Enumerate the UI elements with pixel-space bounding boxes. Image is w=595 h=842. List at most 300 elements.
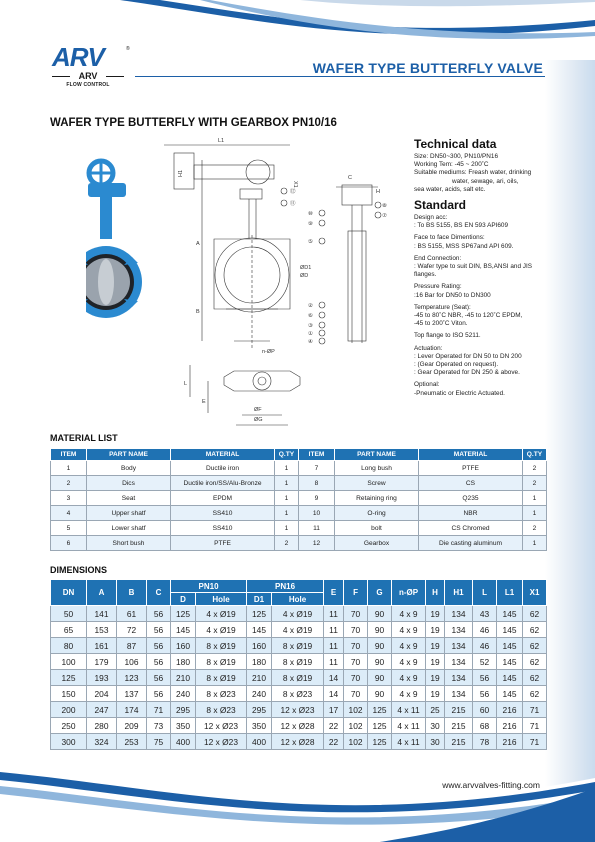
table-cell: 215	[445, 718, 473, 734]
table-cell: 75	[147, 734, 171, 750]
table-cell: 5	[51, 521, 87, 536]
end-connection-value-2: flanges.	[414, 271, 437, 279]
table-cell: SS410	[171, 506, 275, 521]
svg-text:⑨: ⑨	[308, 221, 313, 227]
table-cell: 134	[445, 686, 473, 702]
svg-text:⑩: ⑩	[308, 211, 313, 217]
label-nOP: n-ØP	[262, 349, 275, 355]
table-cell: 102	[344, 718, 368, 734]
dimensions-header-cell: D	[171, 593, 196, 606]
table-cell: 145	[497, 638, 523, 654]
table-cell: 71	[523, 718, 547, 734]
optional-label: Optional:	[414, 381, 440, 389]
dimensions-header-cell: B	[117, 580, 147, 606]
table-cell: 4 x Ø19	[272, 606, 324, 622]
table-cell: CS	[419, 476, 523, 491]
table-cell: 1	[523, 491, 547, 506]
dimensions-header-cell: X1	[523, 580, 547, 606]
table-cell: 8 x Ø23	[272, 686, 324, 702]
table-cell: 19	[426, 622, 445, 638]
table-cell: 215	[445, 702, 473, 718]
table-cell: 30	[426, 718, 445, 734]
dimensions-header-cell: PN16	[247, 580, 324, 593]
table-cell: 9	[299, 491, 335, 506]
label-C: C	[348, 175, 352, 181]
table-cell: 90	[368, 638, 392, 654]
table-row	[51, 638, 547, 654]
table-cell: 8 x Ø19	[272, 654, 324, 670]
dimensions-header-cell: C	[147, 580, 171, 606]
table-cell: 125	[51, 670, 87, 686]
actuation-value-1: : Lever Operated for DN 50 to DN 200	[414, 352, 522, 360]
table-cell: 4 x 9	[392, 638, 426, 654]
table-cell: Q235	[419, 491, 523, 506]
table-cell: 350	[171, 718, 196, 734]
table-cell: 295	[247, 702, 272, 718]
table-cell: 8 x Ø23	[196, 702, 247, 718]
table-cell: 30	[426, 734, 445, 750]
material-header-cell: MATERIAL	[419, 449, 523, 461]
dimensions-table-body	[51, 606, 547, 750]
table-cell: 62	[523, 654, 547, 670]
dimensions-table	[50, 579, 547, 750]
table-cell: 62	[523, 686, 547, 702]
table-cell: 134	[445, 606, 473, 622]
table-cell: 4 x 11	[392, 718, 426, 734]
table-cell: 80	[51, 638, 87, 654]
standard-title: Standard	[414, 198, 467, 213]
table-cell: 102	[344, 734, 368, 750]
table-cell: 160	[247, 638, 272, 654]
table-cell: 12	[299, 536, 335, 551]
svg-text:⑤: ⑤	[308, 239, 313, 245]
label-OD1: ØD1	[300, 265, 312, 271]
table-cell: 400	[247, 734, 272, 750]
actuation-value-2: : (Gear Operated on request).	[414, 361, 499, 369]
table-cell: Lower shatf	[87, 521, 171, 536]
header-rule	[135, 76, 545, 77]
table-row	[51, 622, 547, 638]
table-cell: 1	[275, 491, 299, 506]
table-cell: 8 x Ø19	[196, 670, 247, 686]
table-cell: 106	[117, 654, 147, 670]
table-cell: 350	[247, 718, 272, 734]
table-cell: Ductile iron/SS/Alu-Bronze	[171, 476, 275, 491]
label-X1: X1	[292, 181, 298, 188]
table-cell: 19	[426, 606, 445, 622]
table-cell: Seat	[87, 491, 171, 506]
material-header-cell: PART NAME	[87, 449, 171, 461]
table-cell: 300	[51, 734, 87, 750]
table-cell: O-ring	[335, 506, 419, 521]
table-cell: 145	[497, 670, 523, 686]
table-cell: 19	[426, 686, 445, 702]
working-temp-spec: Working Tem: -45 ~ 200˚C	[414, 161, 489, 169]
table-cell: 125	[368, 702, 392, 718]
table-cell: 19	[426, 670, 445, 686]
table-row	[51, 718, 547, 734]
table-row	[51, 606, 547, 622]
table-cell: 14	[324, 686, 344, 702]
table-cell: 216	[497, 718, 523, 734]
table-row	[51, 654, 547, 670]
table-row	[51, 670, 547, 686]
table-cell: 56	[473, 686, 497, 702]
dimensions-title: DIMENSIONS	[50, 565, 108, 575]
table-cell: Screw	[335, 476, 419, 491]
table-cell: 174	[117, 702, 147, 718]
table-cell: 137	[117, 686, 147, 702]
table-cell: 6	[51, 536, 87, 551]
table-cell: 12 x Ø28	[272, 734, 324, 750]
table-cell: PTFE	[419, 461, 523, 476]
label-H1: H1	[178, 169, 184, 177]
table-cell: 56	[147, 686, 171, 702]
table-cell: 4 x 9	[392, 686, 426, 702]
table-cell: 56	[147, 638, 171, 654]
table-cell: 2	[275, 536, 299, 551]
table-cell: 4 x 9	[392, 622, 426, 638]
side-section-drawing	[308, 175, 387, 345]
table-cell: Retaining ring	[335, 491, 419, 506]
table-cell: 324	[87, 734, 117, 750]
face-to-face-value: : BS 5155, MSS SP67and API 609.	[414, 242, 514, 250]
table-cell: 70	[344, 606, 368, 622]
table-cell: 25	[426, 702, 445, 718]
table-cell: 4 x Ø19	[272, 622, 324, 638]
table-cell: 11	[324, 638, 344, 654]
dimensions-header-cell: n-ØP	[392, 580, 426, 606]
table-cell: 247	[87, 702, 117, 718]
label-L1: L1	[218, 138, 225, 144]
table-cell: 145	[497, 606, 523, 622]
material-header-cell: Q.TY	[275, 449, 299, 461]
table-row	[51, 461, 547, 476]
svg-text:⑧: ⑧	[382, 203, 387, 209]
material-list-title: MATERIAL LIST	[50, 433, 118, 443]
table-cell: 72	[117, 622, 147, 638]
table-cell: 1	[275, 476, 299, 491]
table-cell: 61	[117, 606, 147, 622]
table-cell: 12 x Ø23	[196, 718, 247, 734]
table-cell: 400	[171, 734, 196, 750]
table-cell: 62	[523, 622, 547, 638]
table-cell: 145	[171, 622, 196, 638]
actuation-label: Actuation:	[414, 344, 443, 352]
table-cell: 8 x Ø23	[196, 686, 247, 702]
table-cell: 240	[171, 686, 196, 702]
table-cell: 19	[426, 654, 445, 670]
table-cell: 253	[117, 734, 147, 750]
table-cell: 193	[87, 670, 117, 686]
flange-detail-drawing	[184, 349, 300, 425]
table-cell: 145	[497, 686, 523, 702]
label-B: B	[196, 309, 200, 315]
table-cell: 70	[344, 654, 368, 670]
table-cell: 2	[523, 476, 547, 491]
table-row	[51, 536, 547, 551]
table-cell: CS Chromed	[419, 521, 523, 536]
table-cell: 50	[51, 606, 87, 622]
table-cell: 100	[51, 654, 87, 670]
table-cell: 141	[87, 606, 117, 622]
dimensions-header-cell: H1	[445, 580, 473, 606]
table-cell: 8 x Ø19	[272, 638, 324, 654]
table-cell: 1	[275, 461, 299, 476]
dimensions-header-cell: Hole	[196, 593, 247, 606]
table-cell: 73	[147, 718, 171, 734]
label-E: E	[202, 399, 206, 405]
table-row	[51, 734, 547, 750]
table-cell: 90	[368, 654, 392, 670]
table-cell: 204	[87, 686, 117, 702]
table-cell: 1	[51, 461, 87, 476]
table-cell: 200	[51, 702, 87, 718]
table-cell: 145	[497, 622, 523, 638]
label-L: L	[184, 381, 188, 387]
table-cell: 19	[426, 638, 445, 654]
table-cell: 2	[523, 461, 547, 476]
table-cell: 4 x 11	[392, 734, 426, 750]
page-title: WAFER TYPE BUTTERFLY VALVE	[312, 60, 543, 76]
material-header-cell: ITEM	[299, 449, 335, 461]
svg-text:③: ③	[308, 323, 313, 329]
table-cell: 125	[368, 718, 392, 734]
svg-text:⑥: ⑥	[308, 313, 313, 319]
dimensions-header-cell: L1	[497, 580, 523, 606]
table-cell: 7	[299, 461, 335, 476]
table-cell: bolt	[335, 521, 419, 536]
table-row	[51, 702, 547, 718]
dimensions-header-cell: H	[426, 580, 445, 606]
table-cell: 134	[445, 654, 473, 670]
table-cell: 8 x Ø19	[196, 654, 247, 670]
table-cell: Ductile iron	[171, 461, 275, 476]
table-cell: 68	[473, 718, 497, 734]
table-cell: Dics	[87, 476, 171, 491]
dimensions-header-cell: PN10	[171, 580, 247, 593]
table-cell: 123	[117, 670, 147, 686]
svg-text:④: ④	[308, 339, 313, 345]
table-cell: 134	[445, 638, 473, 654]
table-cell: 161	[87, 638, 117, 654]
table-cell: 12 x Ø23	[272, 702, 324, 718]
seat-temp-label: Temperature (Seat):	[414, 303, 471, 311]
table-cell: 70	[344, 622, 368, 638]
table-cell: 1	[275, 521, 299, 536]
dimensions-header-cell: Hole	[272, 593, 324, 606]
table-cell: 62	[523, 638, 547, 654]
dimensions-header	[51, 580, 547, 606]
face-to-face-label: Face to face Dimentions:	[414, 234, 485, 242]
end-connection-value-1: : Wafer type to suit DIN, BS,ANSI and JIS	[414, 263, 533, 271]
table-cell: 125	[171, 606, 196, 622]
optional-value: -Pneumatic or Electric Actuated.	[414, 389, 505, 397]
table-cell: 125	[368, 734, 392, 750]
seat-temp-value-1: -45 to 80˚C NBR, -45 to 120˚C EPDM,	[414, 312, 523, 320]
table-cell: 4 x 9	[392, 606, 426, 622]
table-cell: 56	[147, 606, 171, 622]
table-cell: 56	[147, 670, 171, 686]
table-cell: 4 x Ø19	[196, 622, 247, 638]
table-cell: 3	[51, 491, 87, 506]
table-cell: 62	[523, 670, 547, 686]
table-cell: 70	[344, 638, 368, 654]
table-cell: 145	[247, 622, 272, 638]
table-cell: 22	[324, 734, 344, 750]
label-OF: ØF	[254, 407, 262, 413]
table-cell: 56	[147, 654, 171, 670]
table-cell: 17	[324, 702, 344, 718]
table-cell: 240	[247, 686, 272, 702]
table-cell: 179	[87, 654, 117, 670]
material-header-cell: MATERIAL	[171, 449, 275, 461]
technical-data-panel	[414, 137, 554, 402]
table-cell: 209	[117, 718, 147, 734]
table-cell: 87	[117, 638, 147, 654]
suitable-mediums-line1: Suitable mediums: Freash water, drinking	[414, 169, 532, 177]
table-cell: SS410	[171, 521, 275, 536]
material-header-cell: ITEM	[51, 449, 87, 461]
svg-text:⑦: ⑦	[382, 213, 387, 219]
table-cell: 71	[523, 702, 547, 718]
dimensions-header-cell: E	[324, 580, 344, 606]
svg-text:①: ①	[308, 331, 313, 337]
design-value: : To BS 5155, BS EN 593 API609	[414, 222, 509, 230]
table-cell: 22	[324, 718, 344, 734]
table-cell: 12 x Ø28	[272, 718, 324, 734]
table-cell: 1	[523, 506, 547, 521]
table-cell: 70	[344, 670, 368, 686]
svg-text:⑫: ⑫	[290, 189, 296, 195]
arv-logo	[52, 44, 134, 94]
table-cell: 134	[445, 670, 473, 686]
table-cell: 12 x Ø23	[196, 734, 247, 750]
table-cell: 153	[87, 622, 117, 638]
table-cell: 295	[171, 702, 196, 718]
material-header-cell: Q.TY	[523, 449, 547, 461]
table-cell: 56	[473, 670, 497, 686]
table-cell: 4 x 11	[392, 702, 426, 718]
table-cell: 71	[147, 702, 171, 718]
table-cell: 46	[473, 638, 497, 654]
table-cell: 4 x Ø19	[196, 606, 247, 622]
front-elevation-drawing	[164, 138, 311, 350]
table-cell: 62	[523, 606, 547, 622]
table-cell: 125	[247, 606, 272, 622]
pressure-label: Pressure Rating:	[414, 283, 462, 291]
actuation-value-3: : Gear Operated for DN 250 & above.	[414, 369, 520, 377]
table-cell: 52	[473, 654, 497, 670]
table-cell: 215	[445, 734, 473, 750]
valve-drawings	[86, 135, 408, 430]
table-cell: 180	[171, 654, 196, 670]
label-OD: ØD	[300, 273, 309, 279]
svg-text:⑪: ⑪	[290, 201, 296, 207]
website-url[interactable]: www.arvvalves-fitting.com	[442, 780, 540, 790]
table-cell: 8	[299, 476, 335, 491]
table-cell: 56	[147, 622, 171, 638]
table-cell: 11	[324, 654, 344, 670]
dimensions-header-row	[51, 580, 547, 593]
dimensions-header-cell: A	[87, 580, 117, 606]
table-cell: 90	[368, 686, 392, 702]
logo-text: ARV	[52, 42, 104, 72]
table-cell: 8 x Ø19	[196, 638, 247, 654]
table-cell: 90	[368, 670, 392, 686]
size-spec: Size: DN50~300, PN10/PN16	[414, 153, 499, 160]
table-cell: 65	[51, 622, 87, 638]
table-cell: 2	[51, 476, 87, 491]
table-cell: 216	[497, 702, 523, 718]
table-cell: 11	[299, 521, 335, 536]
table-row	[51, 491, 547, 506]
dimensions-header-cell: D1	[247, 593, 272, 606]
table-cell: 8 x Ø19	[272, 670, 324, 686]
material-header-row	[51, 449, 547, 461]
table-cell: 280	[87, 718, 117, 734]
dimensions-header-cell: G	[368, 580, 392, 606]
logo-subtitle: ARV	[52, 71, 124, 81]
table-cell: Short bush	[87, 536, 171, 551]
table-row	[51, 521, 547, 536]
table-cell: 4 x 9	[392, 670, 426, 686]
table-cell: 160	[171, 638, 196, 654]
label-OG: ØG	[254, 417, 263, 423]
table-row	[51, 476, 547, 491]
suitable-mediums-line2: water, sewage, ari, oils,	[452, 177, 519, 185]
logo-mark	[52, 42, 134, 72]
table-row	[51, 506, 547, 521]
table-cell: 4	[51, 506, 87, 521]
material-header-cell: PART NAME	[335, 449, 419, 461]
table-cell: Gearbox	[335, 536, 419, 551]
material-list-table	[50, 448, 547, 551]
design-label: Design acc:	[414, 214, 448, 222]
material-table-body	[51, 461, 547, 551]
table-cell: Die casting aluminum	[419, 536, 523, 551]
table-cell: 71	[523, 734, 547, 750]
table-cell: 90	[368, 622, 392, 638]
table-cell: 210	[171, 670, 196, 686]
table-cell: 14	[324, 670, 344, 686]
dimensions-header-cell: F	[344, 580, 368, 606]
table-cell: NBR	[419, 506, 523, 521]
table-cell: 4 x 9	[392, 654, 426, 670]
table-cell: Long bush	[335, 461, 419, 476]
table-cell: 134	[445, 622, 473, 638]
seat-temp-value-2: -45 to 200˚C Viton.	[414, 320, 468, 328]
table-cell: 250	[51, 718, 87, 734]
label-H: H	[376, 189, 380, 195]
table-row	[51, 686, 547, 702]
table-cell: 102	[344, 702, 368, 718]
table-cell: 150	[51, 686, 87, 702]
table-cell: 145	[497, 654, 523, 670]
table-cell: 11	[324, 622, 344, 638]
table-cell: 43	[473, 606, 497, 622]
table-cell: 1	[523, 536, 547, 551]
table-cell: 210	[247, 670, 272, 686]
table-cell: EPDM	[171, 491, 275, 506]
section-title: WAFER TYPE BUTTERFLY WITH GEARBOX PN10/16	[50, 117, 337, 129]
table-cell: 90	[368, 606, 392, 622]
label-A: A	[196, 241, 200, 247]
footer-swoosh	[0, 752, 595, 842]
table-cell: 70	[344, 686, 368, 702]
technical-data-title: Technical data	[414, 137, 497, 151]
table-cell: 2	[523, 521, 547, 536]
